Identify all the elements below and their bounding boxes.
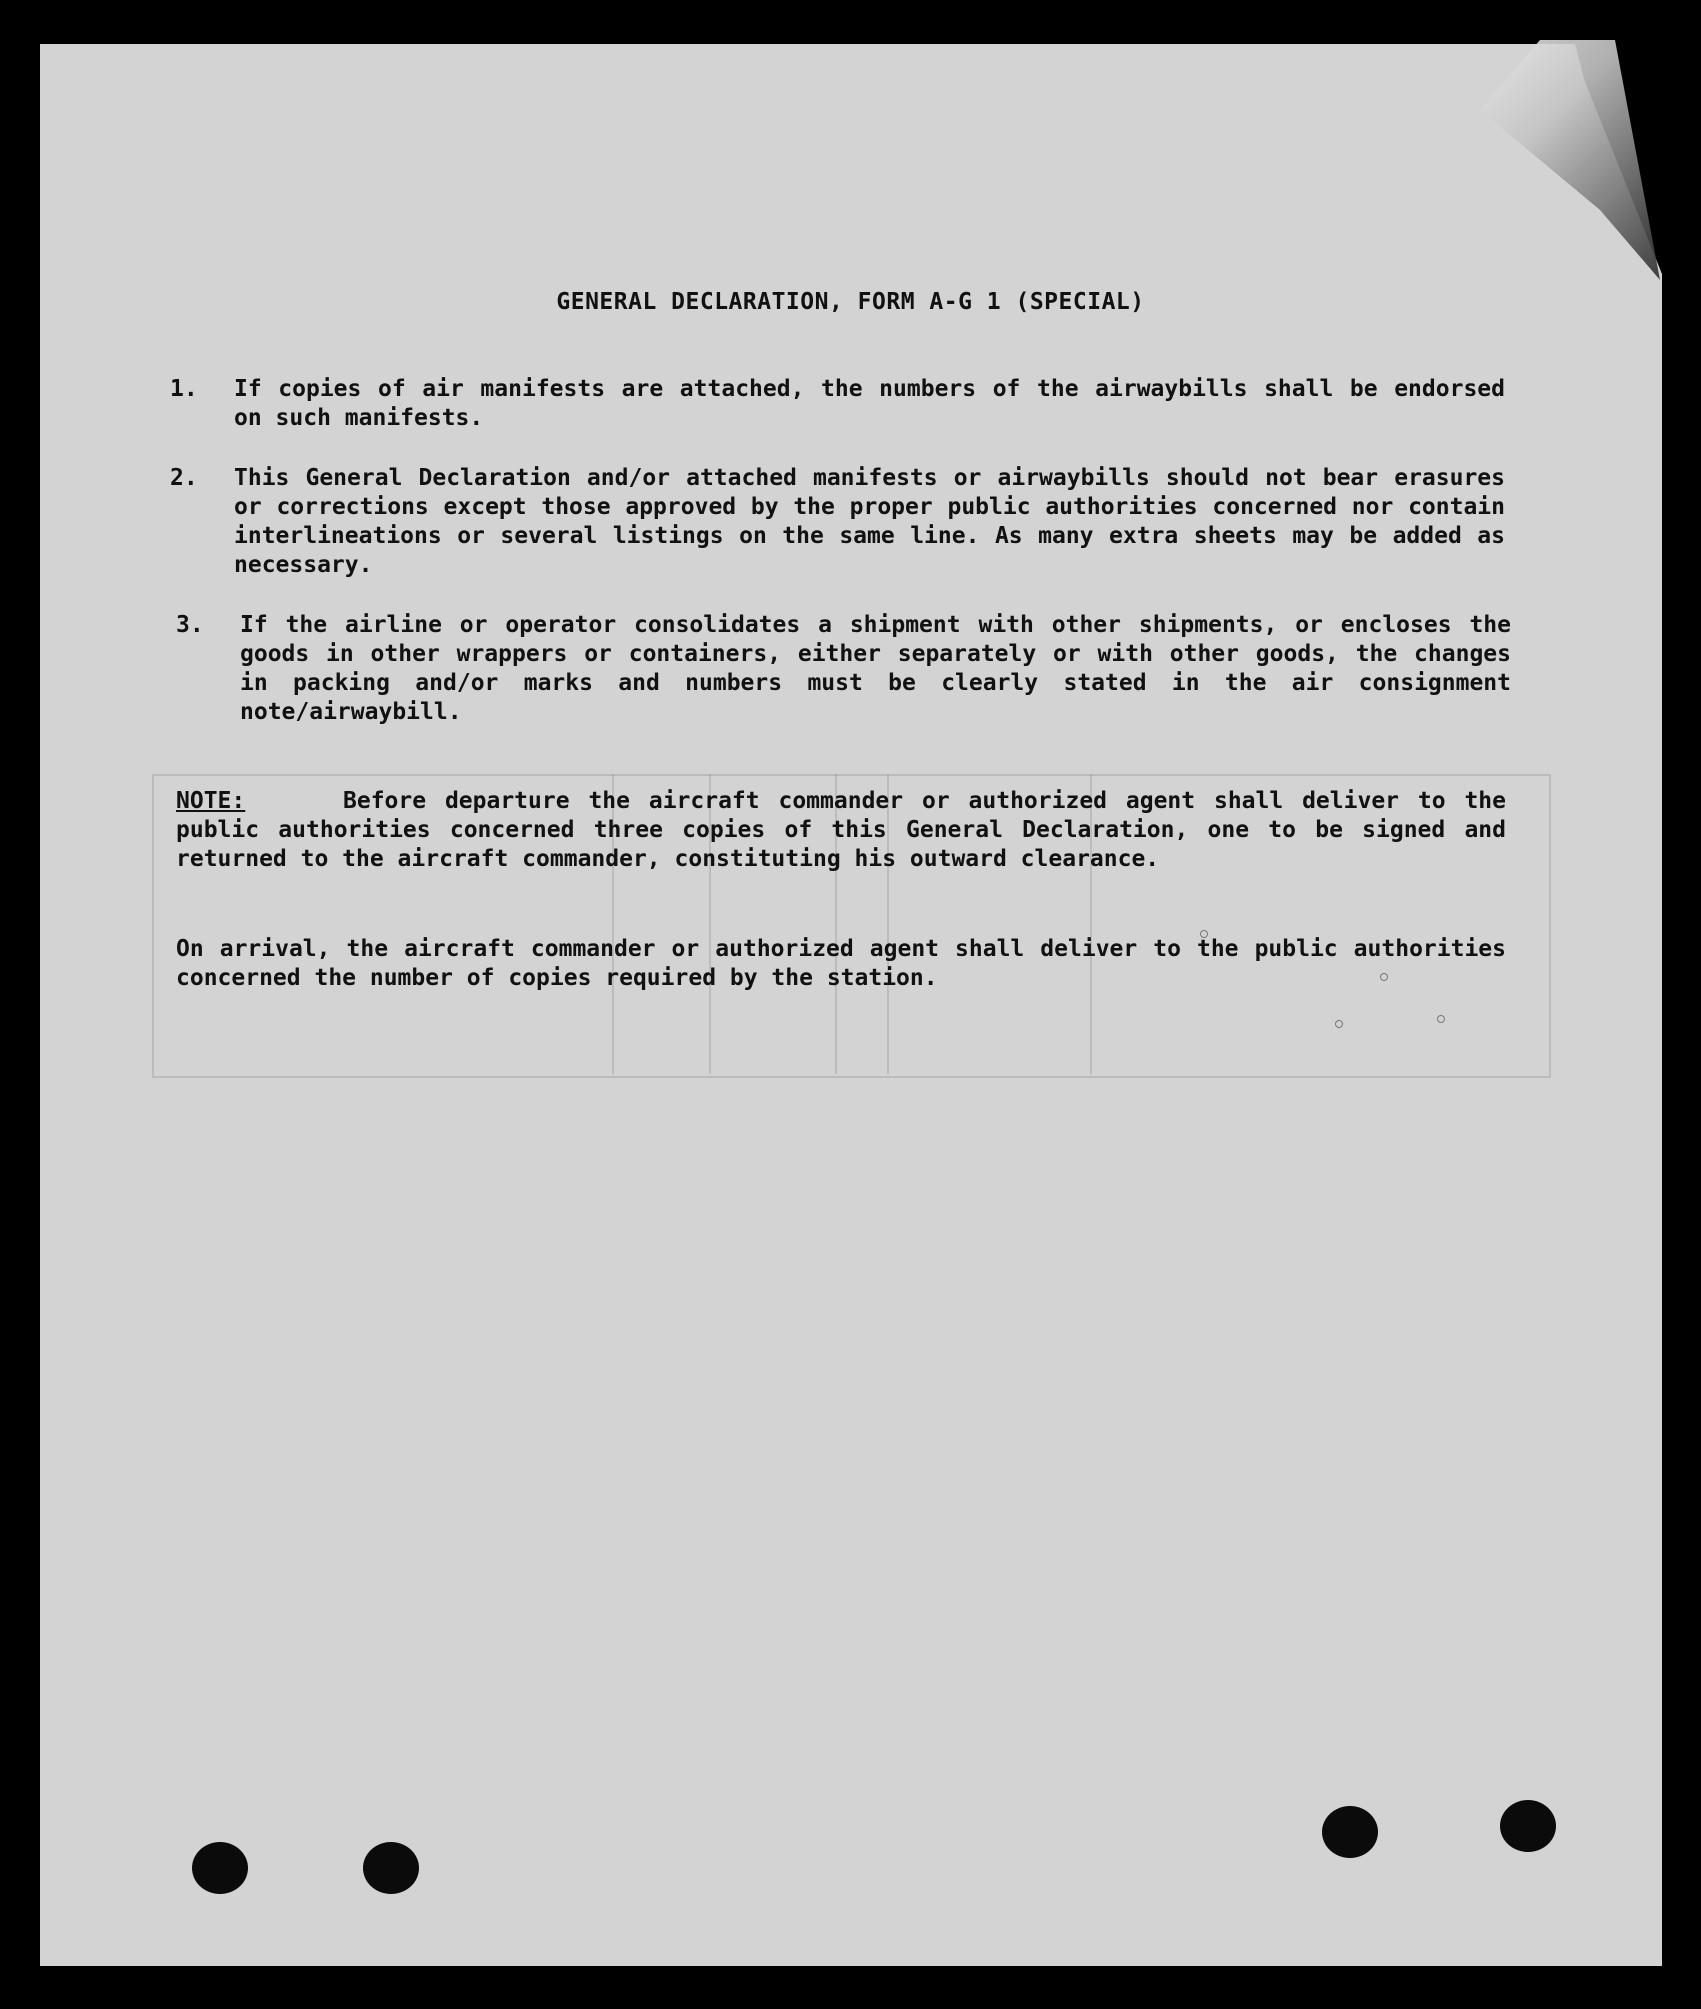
punch-hole bbox=[363, 1842, 419, 1894]
punch-hole bbox=[192, 1842, 248, 1894]
note-paragraph bbox=[176, 787, 1506, 874]
item-text: If the airline or operator consolidates a shipment with other shipments, or encloses the goods in other wrappers or containers, either separately or with other goods, the changes in packing and/or marks and numbers must be clearly stated in the air consignment note/airwaybill. bbox=[240, 612, 1511, 725]
note-text: Before departure the aircraft commander or authorized agent shall deliver to the public authorities concerned three copies of this General Declaration, one to be signed and returned to the aircraft commander, constituting his outward clearance. bbox=[176, 788, 1506, 872]
instruction-item-1 bbox=[170, 375, 1505, 433]
punch-hole bbox=[1500, 1800, 1556, 1852]
arrival-paragraph: On arrival, the aircraft commander or authorized agent shall deliver to the public authorities concerned the number of copies required by the station. bbox=[176, 936, 1506, 991]
paper-speck bbox=[1335, 1020, 1343, 1028]
instruction-item-3 bbox=[176, 611, 1511, 727]
document-title: GENERAL DECLARATION, FORM A-G 1 (SPECIAL) bbox=[556, 289, 1145, 315]
item-number: 1. bbox=[170, 376, 198, 402]
punch-hole bbox=[1322, 1806, 1378, 1858]
paper-speck bbox=[1437, 1015, 1445, 1023]
paper-speck bbox=[1380, 973, 1388, 981]
item-text: This General Declaration and/or attached manifests or airwaybills should not bear erasures or corrections except those approved by the proper public authorities concerned nor contain interlineations or several listings on the same line. As many extra sheets may be added as necessary. bbox=[234, 465, 1505, 578]
note-label: NOTE: bbox=[176, 788, 246, 814]
item-number: 2. bbox=[170, 465, 198, 491]
item-text: If copies of air manifests are attached, the numbers of the airwaybills shall be endorsed on such manifests. bbox=[234, 376, 1505, 431]
item-number: 3. bbox=[176, 612, 204, 638]
paper-speck bbox=[1200, 930, 1208, 938]
instruction-item-2 bbox=[170, 464, 1505, 580]
